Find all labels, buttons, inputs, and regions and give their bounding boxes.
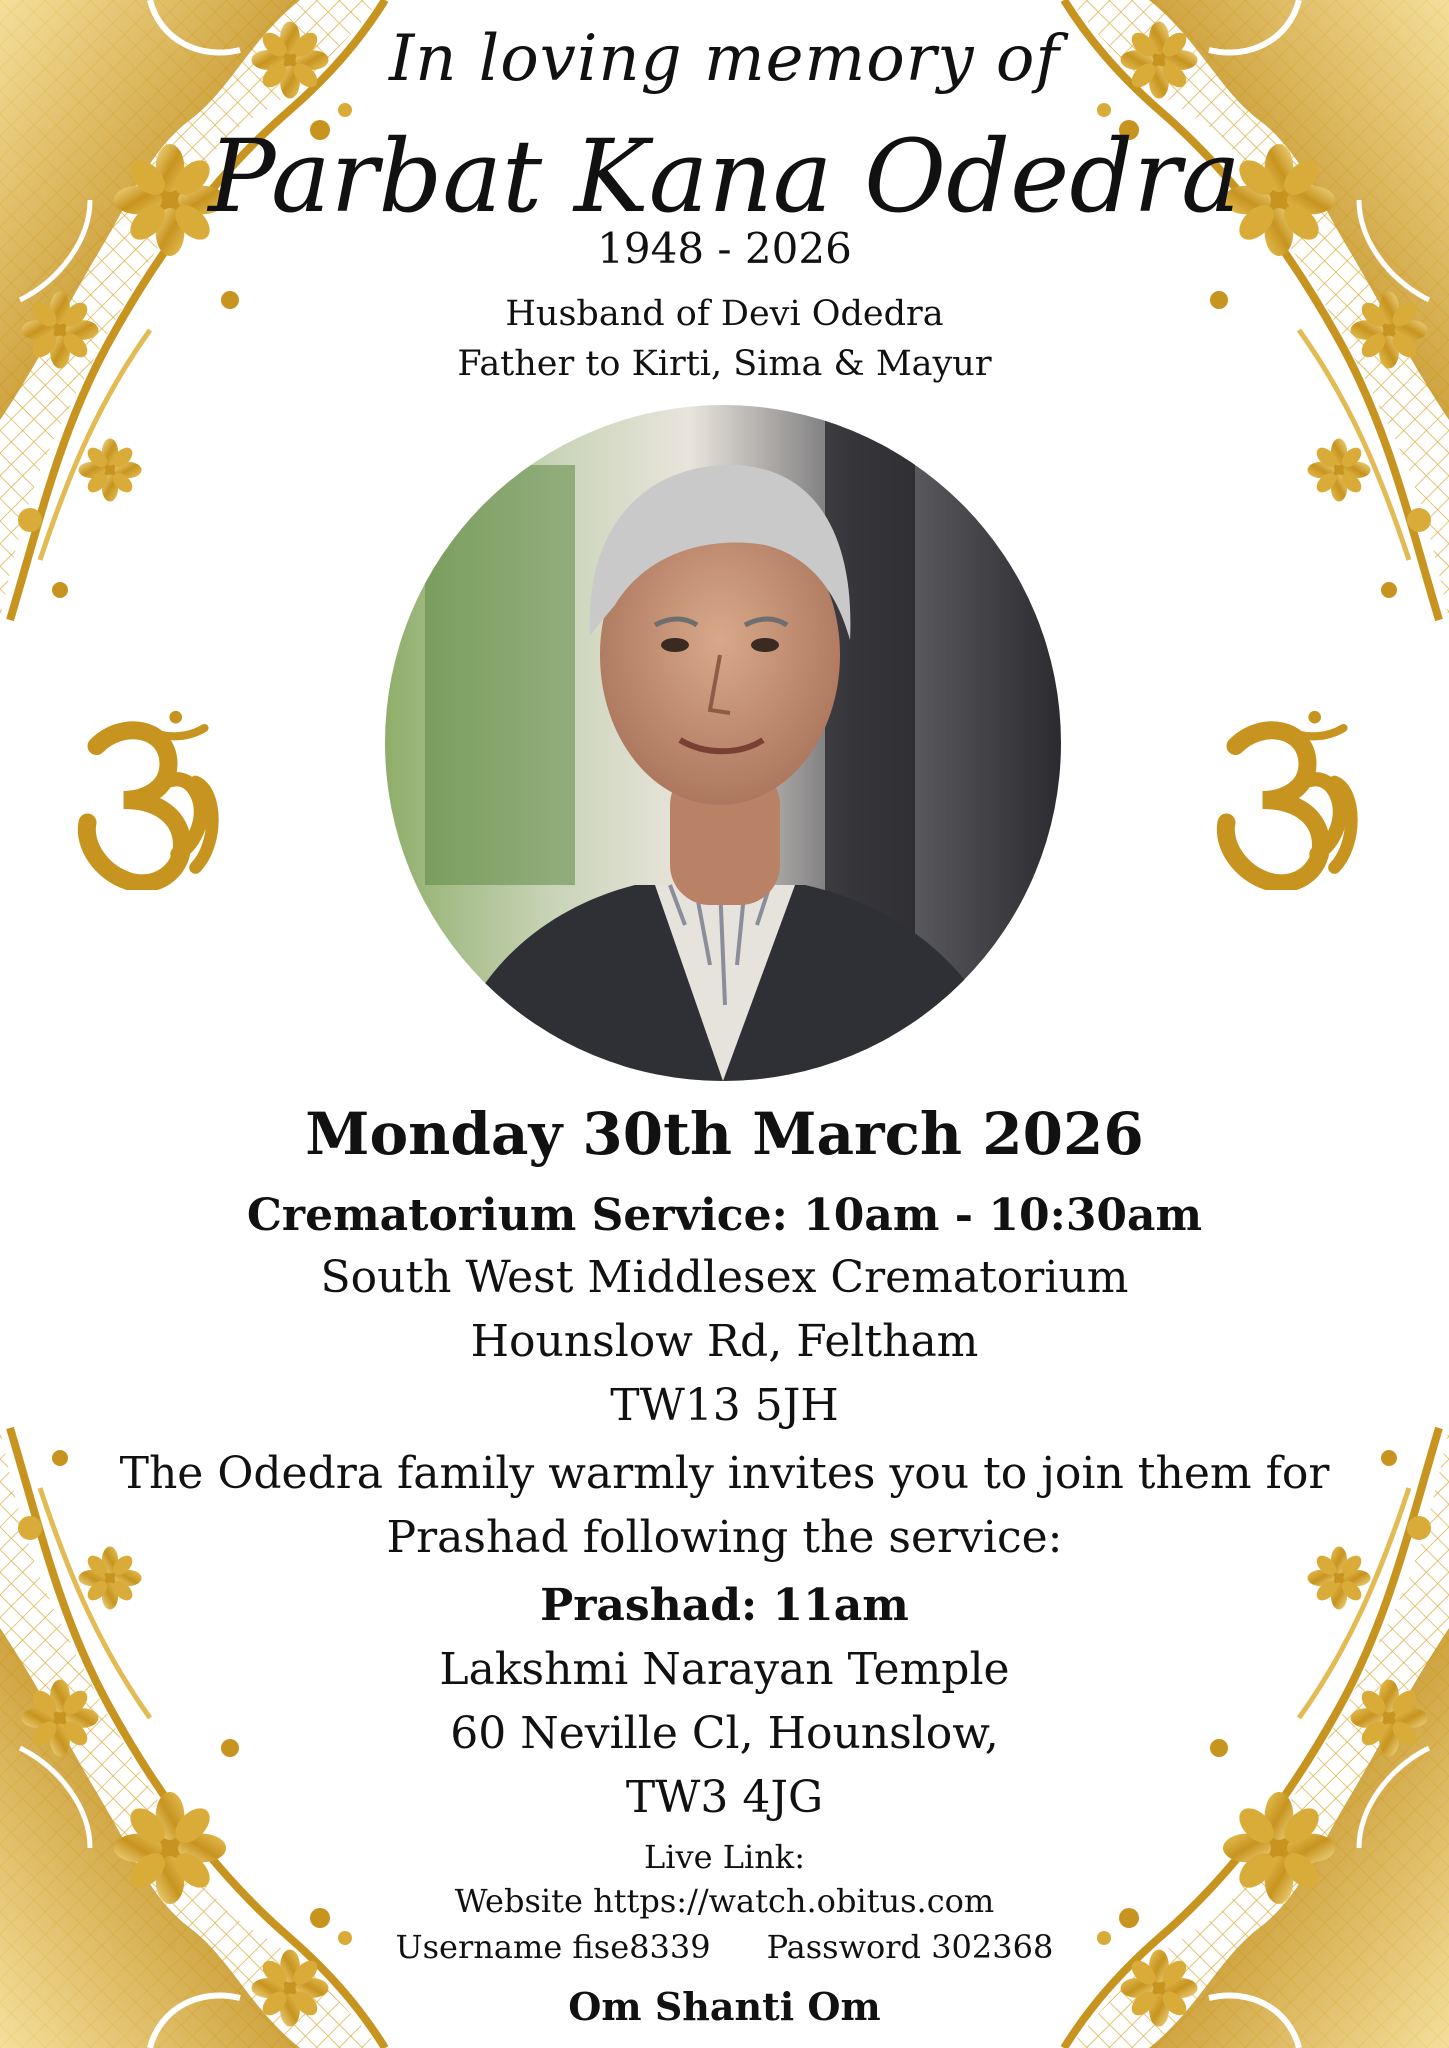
life-years: 1948 - 2026 [597, 224, 852, 273]
service-date: Monday 30th March 2026 [305, 1100, 1144, 1168]
relation-spouse: Husband of Devi Odedra [505, 294, 944, 334]
invitation-line-1: The Odedra family warmly invites you to join them for [119, 1448, 1330, 1499]
invitation-line-2: Prashad following the service: [386, 1512, 1063, 1563]
memorial-intro: In loving memory of [388, 22, 1061, 96]
crematorium-postcode: TW13 5JH [610, 1380, 839, 1431]
om-symbol-icon [1209, 710, 1379, 890]
live-password: Password 302368 [766, 1928, 1054, 1966]
live-link-credentials [0, 1928, 1449, 1966]
temple-street: 60 Neville Cl, Hounslow, [450, 1708, 999, 1759]
temple-venue: Lakshmi Narayan Temple [439, 1644, 1010, 1695]
prashad-heading: Prashad: 11am [540, 1580, 909, 1631]
crematorium-street: Hounslow Rd, Feltham [470, 1316, 979, 1367]
deceased-name: Parbat Kana Odedra [208, 118, 1241, 235]
live-username: Username fise8339 [395, 1928, 711, 1966]
closing-blessing: Om Shanti Om [568, 1984, 881, 2029]
relation-children: Father to Kirti, Sima & Mayur [457, 344, 992, 384]
live-link-website[interactable]: Website https://watch.obitus.com [454, 1882, 995, 1920]
crematorium-service-heading: Crematorium Service: 10am - 10:30am [246, 1190, 1203, 1241]
crematorium-venue: South West Middlesex Crematorium [320, 1252, 1129, 1303]
live-link-label: Live Link: [644, 1838, 805, 1876]
om-symbol-icon [70, 710, 240, 890]
temple-postcode: TW3 4JG [625, 1772, 824, 1823]
portrait-photo [385, 405, 1061, 1081]
